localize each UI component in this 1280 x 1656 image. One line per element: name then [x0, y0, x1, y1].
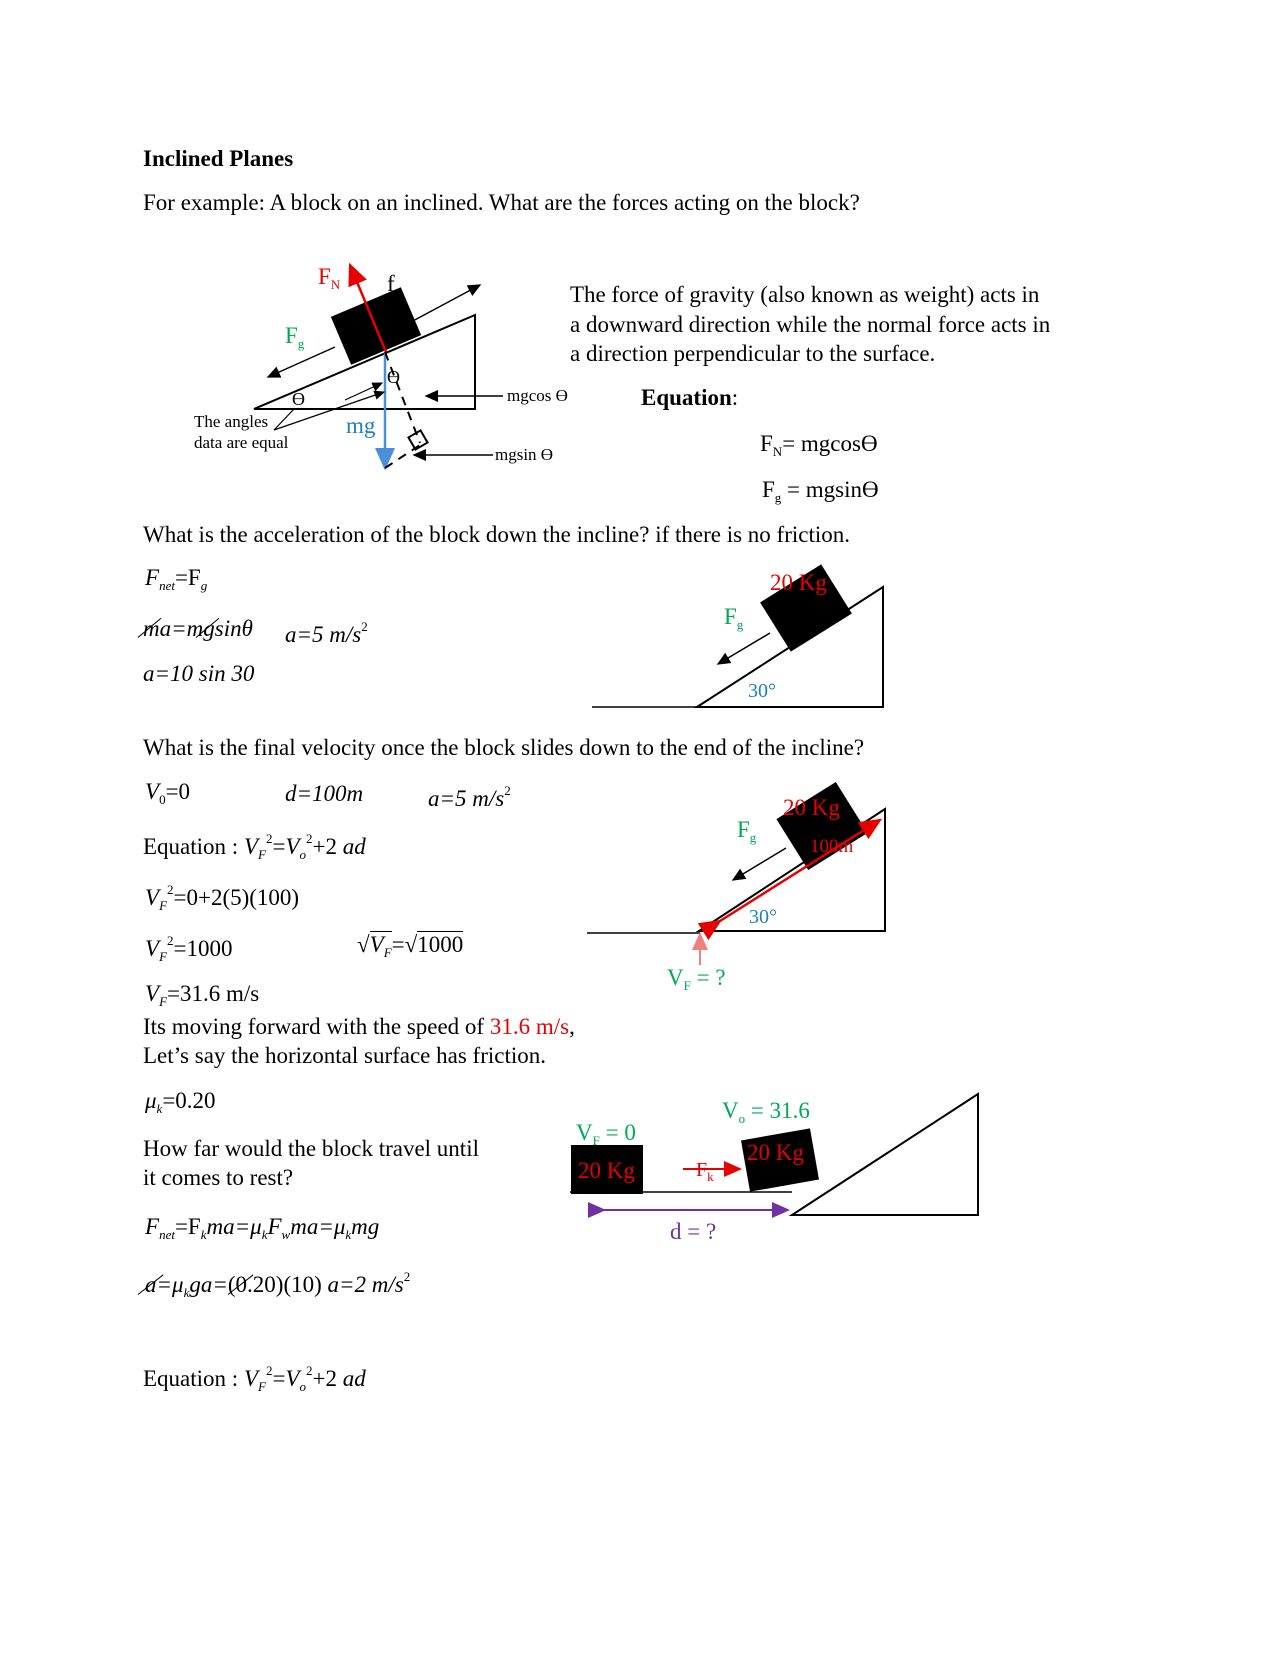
- fig2-fg-arrow: [718, 633, 770, 664]
- question-3-line1: How far would the block travel until: [143, 1136, 479, 1161]
- friction-coefficient: $\mu_k=0.20$: [145, 1088, 216, 1116]
- fig1-theta-mid: ϴ: [387, 367, 400, 387]
- fig1-angles-note-1: The angles: [194, 412, 269, 431]
- fig3-vf-label: $V_F$ = ?: [667, 965, 726, 993]
- fig3-angle-label: 30°: [749, 906, 777, 928]
- work1-accel: a=5 $m/s^2$: [285, 619, 368, 647]
- fig1-fg-label: $F_g$: [285, 323, 305, 351]
- fig4-vo-label: $V_o = 31.6$: [722, 1098, 810, 1126]
- gravity-text-1: The force of gravity (also known as weight) acts in: [570, 282, 1040, 307]
- fig4-vf-label: $V_F = 0$: [576, 1120, 636, 1148]
- page-title: Inclined Planes: [143, 146, 294, 171]
- fig4-mass-left: 20 Kg: [578, 1158, 635, 1183]
- work2-step1: $V_F^2=0+2(5)(100)$: [145, 882, 300, 913]
- fig4-distance-label: d = ?: [670, 1219, 717, 1244]
- fig1-friction-label: f: [387, 271, 395, 296]
- fig3-mass-label: 20 Kg: [783, 795, 840, 820]
- fig1-mg-label: mg: [346, 413, 376, 438]
- gravity-text-2: a downward direction while the normal force acts in: [570, 312, 1051, 337]
- equation-label: Equation:: [641, 385, 739, 410]
- work1-line3: a=10 sin 30: [143, 661, 255, 686]
- work2-equation: Equation : $V_F^2=V_o^2+2$ ad: [143, 831, 366, 862]
- fig2-angle-label: 30°: [748, 680, 776, 702]
- fig3-distance-label: 100m: [810, 836, 854, 857]
- fig1-theta-base: ϴ: [292, 389, 305, 409]
- work3-line2: $a=\mu_kga=(0.20)(10)$ a=2 $m/s^2$: [145, 1269, 411, 1300]
- friction-intro: Let’s say the horizontal surface has friction.: [143, 1043, 546, 1068]
- work2-v0: $V_0=0$: [145, 779, 191, 807]
- fig1-inner-arrow: [345, 383, 382, 400]
- question-1: What is the acceleration of the block down the incline? if there is no friction.: [143, 522, 850, 547]
- question-3-line2: it comes to rest?: [143, 1165, 294, 1190]
- work2-sqrt: $√V_F=√1000$: [357, 932, 464, 960]
- work2-d: d=100m: [285, 781, 364, 806]
- work1-line2: ma=mgsinθ: [143, 616, 253, 641]
- intro-text: For example: A block on an inclined. What are the forces acting on the block?: [143, 190, 860, 215]
- work3-equation: Equation : $V_F^2=V_o^2+2$ ad: [143, 1363, 366, 1394]
- work3-line1: $F_{net}=F_kma=\mu_kF_wma=\mu_kmg$: [145, 1214, 380, 1242]
- equation-fn: $F_N= mgcosϴ$: [760, 431, 878, 459]
- fig3-fg-arrow: [733, 848, 786, 880]
- moving-text: Its moving forward with the speed of 31.6 m/s,: [143, 1014, 575, 1039]
- work2-a: a=5 $m/s^2$: [428, 783, 511, 811]
- gravity-text-3: a direction perpendicular to the surface.: [570, 341, 936, 366]
- equation-fg: $F_g = mgsinϴ$: [762, 477, 879, 505]
- fig1-dashed-perpendicular: [385, 352, 420, 443]
- fig1-fn-label: $F_N$: [318, 264, 341, 292]
- work2-result: $V_F=31.6$ m/s: [145, 981, 260, 1009]
- fig4-mass-right: 20 Kg: [747, 1140, 804, 1165]
- work1-line1: $F_{net}=F_g$: [145, 565, 208, 593]
- fig3-fg-label: $F_g$: [737, 817, 757, 845]
- work2-step2: $V_F^2=1000$: [145, 933, 233, 964]
- fig2-mass-label: 20 Kg: [770, 570, 827, 595]
- fig1-fg-arrow: [268, 347, 335, 377]
- fig1-angles-note-2: data are equal: [194, 433, 289, 452]
- fig4-fk-label: $F_k$: [696, 1159, 714, 1184]
- fig2-fg-label: $F_g$: [724, 604, 744, 632]
- fig4-incline: [792, 1094, 978, 1215]
- fig1-mgsin-label: mgsin ϴ: [495, 445, 554, 464]
- question-2: What is the final velocity once the block slides down to the end of the incline?: [143, 735, 865, 760]
- fig1-mgcos-label: mgcos ϴ: [507, 386, 568, 405]
